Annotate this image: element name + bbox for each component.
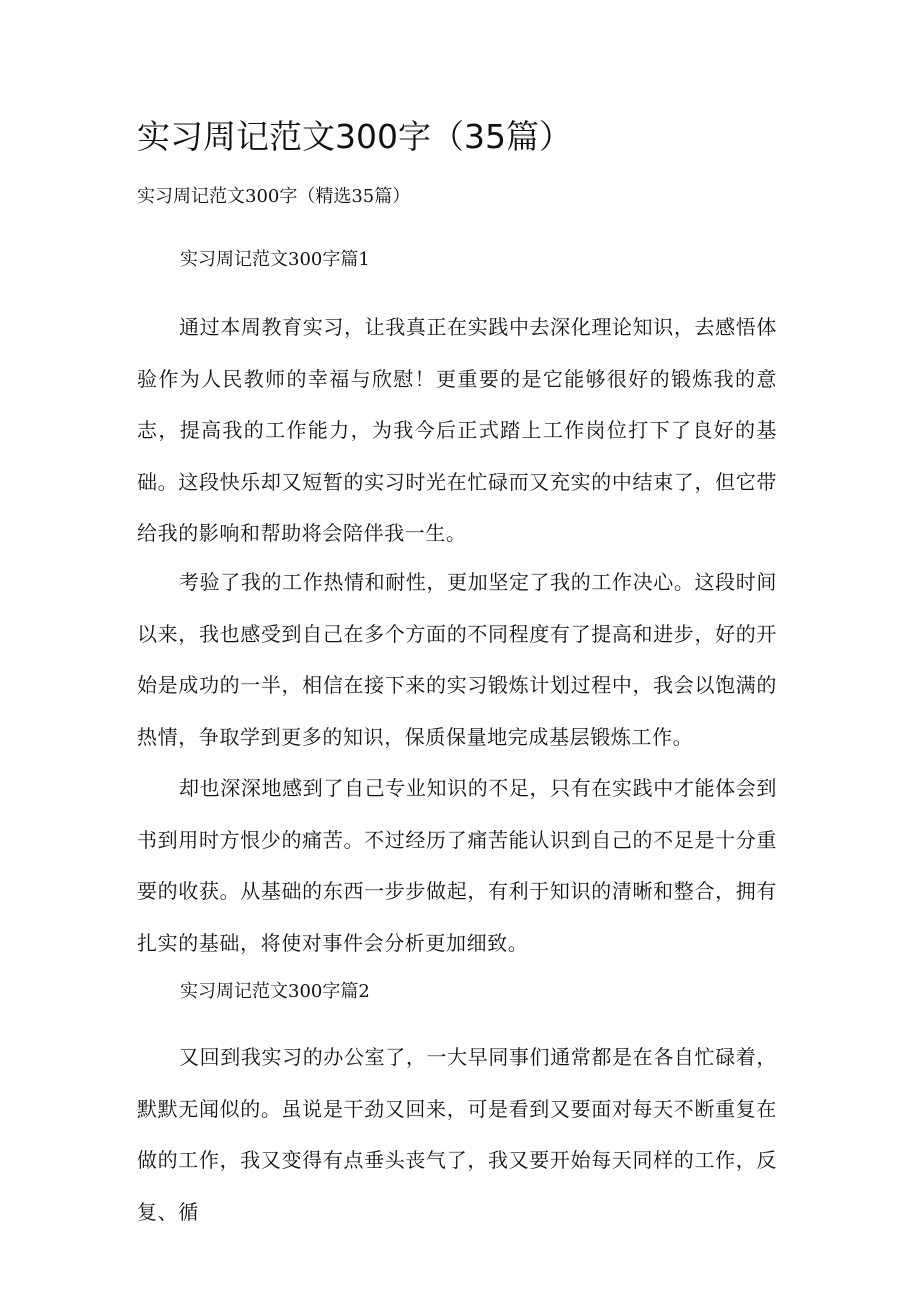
- page-bottom-margin: [0, 1260, 920, 1301]
- paragraph-1: 通过本周教育实习，让我真正在实践中去深化理论知识，去感悟体验作为人民教师的幸福与欣慰！更重要的是它能够很好的锻炼我的意志，提高我的工作能力，为我今后正式踏上工作岗位打下了良好的基础。这段快乐却又短暂的实习时光在忙碌而又充实的中结束了，但它带给我的影响和帮助将会陪伴我一生。: [137, 315, 777, 545]
- document-subtitle: 实习周记范文300字（精选35篇）: [137, 186, 411, 207]
- document-title: 实习周记范文300字（35篇）: [137, 117, 572, 156]
- paragraph-3: 却也深深地感到了自己专业知识的不足，只有在实践中才能体会到书到用时方恨少的痛苦。不过经历了痛苦能认识到自己的不足是十分重要的收获。从基础的东西一步步做起，有利于知识的清晰和整合，拥有扎实的基础，将使对事件会分析更加细致。: [137, 776, 777, 955]
- section-heading-2: 实习周记范文300字篇2: [180, 981, 370, 1002]
- paragraph-2: 考验了我的工作热情和耐性，更加坚定了我的工作决心。这段时间以来，我也感受到自己在多个方面的不同程度有了提高和进步，好的开始是成功的一半，相信在接下来的实习锻炼计划过程中，我会以饱满的热情，争取学到更多的知识，保质保量地完成基层锻炼工作。: [137, 570, 777, 749]
- section-heading-1: 实习周记范文300字篇1: [180, 249, 370, 270]
- paragraph-4: 又回到我实习的办公室了，一大早同事们通常都是在各自忙碌着，默默无闻似的。虽说是干劲又回来，可是看到又要面对每天不断重复在做的工作，我又变得有点垂头丧气了，我又要开始每天同样的工作，反复、循: [137, 1045, 777, 1224]
